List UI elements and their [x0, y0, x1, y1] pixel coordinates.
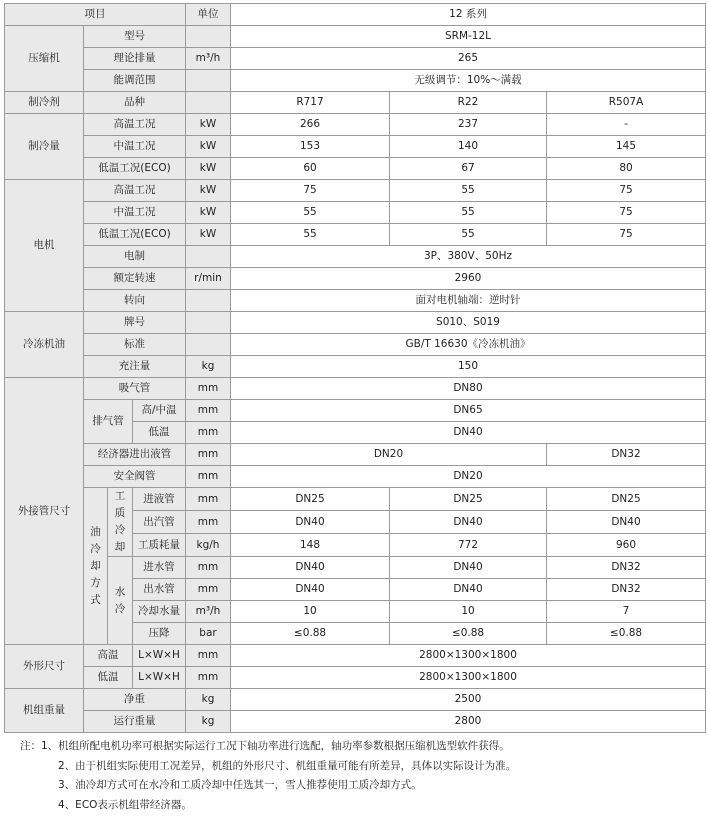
table-row [5, 711, 706, 733]
cell-value: R717 [231, 92, 390, 114]
row-unit: mm [186, 400, 231, 422]
table-row [5, 224, 706, 246]
row-label: 净重 [84, 689, 186, 711]
row-value: 面对电机轴端：逆时针 [231, 290, 706, 312]
group-weight: 机组重量 [5, 689, 84, 733]
cell-value: DN40 [231, 579, 390, 601]
row-label: 进液管 [133, 488, 186, 511]
group-medium-cooling: 工质冷却 [108, 488, 133, 557]
row-unit: mm [186, 579, 231, 601]
row-label: 低温 [84, 667, 133, 689]
row-unit [186, 246, 231, 268]
cell-value: 10 [390, 601, 547, 623]
row-label: 高温工况 [84, 180, 186, 202]
cell-value: 237 [390, 114, 547, 136]
cell-value: 145 [547, 136, 706, 158]
group-oil: 冷冻机油 [5, 312, 84, 378]
row-value: 2800×1300×1800 [231, 667, 706, 689]
row-label: 低温工况(ECO) [84, 224, 186, 246]
table-row [5, 48, 706, 70]
row-unit: kW [186, 136, 231, 158]
group-motor: 电机 [5, 180, 84, 312]
row-unit: mm [186, 645, 231, 667]
row-label: 工质耗量 [133, 534, 186, 557]
cell-value: 140 [390, 136, 547, 158]
cell-value: ≤0.88 [547, 623, 706, 645]
header-item: 项目 [5, 4, 186, 26]
row-label: 安全阀管 [84, 466, 186, 488]
row-label: 经济器进出液管 [84, 444, 186, 466]
cell-value: DN32 [547, 557, 706, 579]
row-unit [186, 312, 231, 334]
notes-section [20, 737, 700, 815]
row-label: 额定转速 [84, 268, 186, 290]
row-unit: kW [186, 224, 231, 246]
cell-value: 55 [390, 180, 547, 202]
cell-value: DN40 [390, 579, 547, 601]
group-water-cooling: 水冷 [108, 557, 133, 645]
row-unit [186, 290, 231, 312]
table-row [5, 689, 706, 711]
cell-value: 75 [231, 180, 390, 202]
row-value: GB/T 16630《冷冻机油》 [231, 334, 706, 356]
row-label: 型号 [84, 26, 186, 48]
note-1: 注：1、机组所配电机功率可根据实际运行工况下轴功率进行选配，轴功率参数根据压缩机选型软件获得。 [20, 740, 510, 752]
row-value: DN20 [231, 444, 547, 466]
row-unit [186, 26, 231, 48]
row-label: 低温 [133, 422, 186, 444]
table-row [5, 378, 706, 400]
cell-value: 153 [231, 136, 390, 158]
table-row [5, 444, 706, 466]
cell-value: DN25 [547, 488, 706, 511]
row-sublabel: L×W×H [133, 645, 186, 667]
row-label: 能调范围 [84, 70, 186, 92]
cell-value: 75 [547, 224, 706, 246]
cell-value: DN40 [390, 511, 547, 534]
row-unit: kg [186, 711, 231, 733]
row-label: 高/中温 [133, 400, 186, 422]
table-row [5, 246, 706, 268]
cell-value: 960 [547, 534, 706, 557]
row-unit: kW [186, 114, 231, 136]
table-row [5, 356, 706, 378]
row-unit: mm [186, 488, 231, 511]
table-row [5, 667, 706, 689]
row-unit: m³/h [186, 48, 231, 70]
cell-value: DN32 [547, 579, 706, 601]
row-unit: kW [186, 180, 231, 202]
cell-value: ≤0.88 [390, 623, 547, 645]
table-row [5, 180, 706, 202]
row-label: 压降 [133, 623, 186, 645]
table-row [5, 290, 706, 312]
table-row [5, 466, 706, 488]
row-label: 品种 [84, 92, 186, 114]
row-unit [186, 70, 231, 92]
cell-value: - [547, 114, 706, 136]
cell-value: 266 [231, 114, 390, 136]
row-value: 2800 [231, 711, 706, 733]
header-series: 12 系列 [231, 4, 706, 26]
row-unit: mm [186, 378, 231, 400]
row-label: 中温工况 [84, 202, 186, 224]
cell-value: DN32 [547, 444, 706, 466]
table-row [5, 114, 706, 136]
table-row [5, 92, 706, 114]
row-value: 2500 [231, 689, 706, 711]
row-unit: mm [186, 557, 231, 579]
cell-value: 772 [390, 534, 547, 557]
row-unit: mm [186, 422, 231, 444]
row-unit: mm [186, 466, 231, 488]
cell-value: 67 [390, 158, 547, 180]
note-4: 4、ECO表示机组带经济器。 [58, 798, 192, 811]
note-3: 3、油冷却方式可在水冷和工质冷却中任选其一，雪人推荐使用工质冷却方式。 [58, 779, 422, 791]
row-label: 运行重量 [84, 711, 186, 733]
group-dimensions: 外形尺寸 [5, 645, 84, 689]
table-row [5, 312, 706, 334]
row-unit: mm [186, 511, 231, 534]
row-label: 中温工况 [84, 136, 186, 158]
row-unit: r/min [186, 268, 231, 290]
row-value: S010、S019 [231, 312, 706, 334]
row-unit: mm [186, 667, 231, 689]
row-unit [186, 334, 231, 356]
group-discharge: 排气管 [84, 400, 133, 444]
cell-value: DN25 [231, 488, 390, 511]
table-row [5, 136, 706, 158]
row-value: 无级调节：10%～满载 [231, 70, 706, 92]
row-unit: kg [186, 356, 231, 378]
row-label: 牌号 [84, 312, 186, 334]
cell-value: R22 [390, 92, 547, 114]
row-value: DN40 [231, 422, 706, 444]
group-compressor: 压缩机 [5, 26, 84, 92]
row-value: 150 [231, 356, 706, 378]
cell-value: 148 [231, 534, 390, 557]
cell-value: 80 [547, 158, 706, 180]
cell-value: 7 [547, 601, 706, 623]
row-label: 理论排量 [84, 48, 186, 70]
cell-value: R507A [547, 92, 706, 114]
cell-value: DN40 [231, 511, 390, 534]
row-unit: m³/h [186, 601, 231, 623]
row-value: DN80 [231, 378, 706, 400]
row-unit: kW [186, 202, 231, 224]
cell-value: 55 [390, 202, 547, 224]
row-value: 2960 [231, 268, 706, 290]
row-label: 高温 [84, 645, 133, 667]
group-capacity: 制冷量 [5, 114, 84, 180]
cell-value: DN40 [547, 511, 706, 534]
cell-value: 10 [231, 601, 390, 623]
row-label: 出汽管 [133, 511, 186, 534]
row-label: 电制 [84, 246, 186, 268]
row-value: 2800×1300×1800 [231, 645, 706, 667]
row-label: 冷却水量 [133, 601, 186, 623]
table-row [5, 645, 706, 667]
header-unit: 单位 [186, 4, 231, 26]
table-row [5, 557, 706, 579]
row-label: 高温工况 [84, 114, 186, 136]
cell-value: 55 [390, 224, 547, 246]
cell-value: 55 [231, 224, 390, 246]
cell-value: DN40 [231, 557, 390, 579]
table-row [5, 488, 706, 511]
row-label: 低温工况(ECO) [84, 158, 186, 180]
row-value: DN65 [231, 400, 706, 422]
group-piping: 外接管尺寸 [5, 378, 84, 645]
table-row [5, 202, 706, 224]
cell-value: 60 [231, 158, 390, 180]
cell-value: 55 [231, 202, 390, 224]
cell-value: 75 [547, 180, 706, 202]
spec-table [4, 3, 706, 733]
row-unit: kg/h [186, 534, 231, 557]
row-unit: kg [186, 689, 231, 711]
row-unit: bar [186, 623, 231, 645]
row-value: 265 [231, 48, 706, 70]
group-oil-cooling: 油冷却方式 [84, 488, 108, 645]
row-label: 进水管 [133, 557, 186, 579]
row-sublabel: L×W×H [133, 667, 186, 689]
row-value: SRM-12L [231, 26, 706, 48]
row-unit [186, 92, 231, 114]
row-value: DN20 [231, 466, 706, 488]
table-row [5, 400, 706, 422]
row-value: 3P、380V、50Hz [231, 246, 706, 268]
table-row [5, 158, 706, 180]
cell-value: 75 [547, 202, 706, 224]
row-label: 标准 [84, 334, 186, 356]
cell-value: DN40 [390, 557, 547, 579]
row-label: 充注量 [84, 356, 186, 378]
row-label: 吸气管 [84, 378, 186, 400]
row-unit: kW [186, 158, 231, 180]
table-row [5, 334, 706, 356]
row-label: 出水管 [133, 579, 186, 601]
cell-value: ≤0.88 [231, 623, 390, 645]
table-header-row [5, 4, 706, 26]
table-row [5, 70, 706, 92]
table-row [5, 26, 706, 48]
row-label: 转向 [84, 290, 186, 312]
note-2: 2、由于机组实际使用工况差异，机组的外形尺寸、机组重量可能有所差异，具体以实际设计为准。 [58, 759, 517, 772]
cell-value: DN25 [390, 488, 547, 511]
table-row [5, 268, 706, 290]
group-refrigerant: 制冷剂 [5, 92, 84, 114]
row-unit: mm [186, 444, 231, 466]
